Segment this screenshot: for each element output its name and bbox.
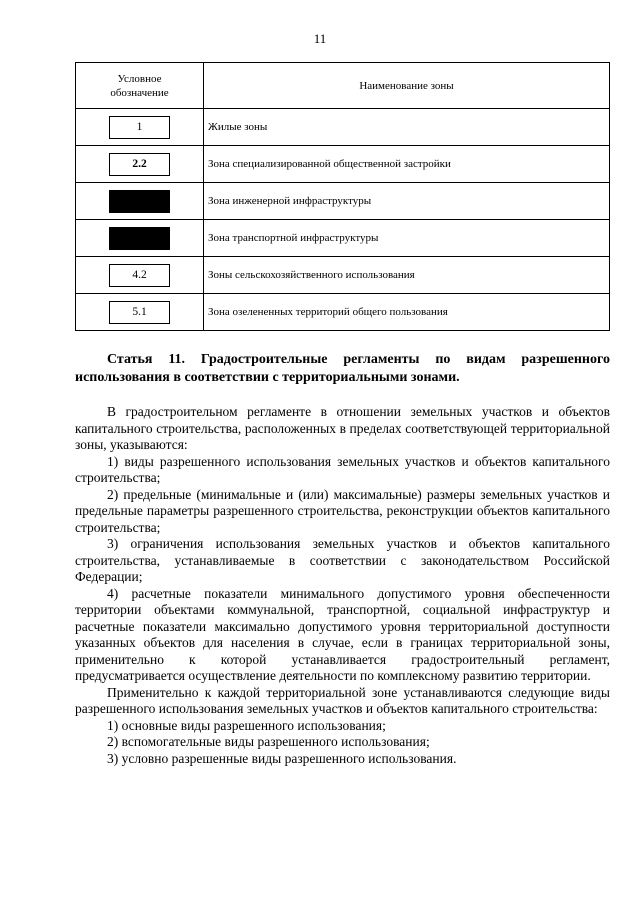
- zone-symbol-cell: [76, 183, 204, 220]
- paragraph: В градостроительном регламенте в отношении земельных участков и объектов капитального строительства, расположенных в пределах соответствующей территориальной зоны, указываются:: [75, 404, 610, 452]
- zone-symbol-cell: [76, 294, 204, 331]
- table-row: [76, 146, 610, 183]
- zone-symbol: 5.1: [109, 301, 170, 324]
- zone-symbol-cell: [76, 146, 204, 183]
- table-row: [76, 109, 610, 146]
- table-header-row: [76, 63, 610, 109]
- header-zone-name: Наименование зоны: [204, 63, 610, 109]
- table-row: [76, 220, 610, 257]
- zone-name: Зона транспортной инфраструктуры: [204, 220, 610, 257]
- zone-symbol: 2.2: [109, 153, 170, 176]
- table-row: [76, 294, 610, 331]
- paragraph: 2) предельные (минимальные и (или) максимальные) размеры земельных участков и предельные параметры разрешенного строительства, реконструкции объектов капитального строительства;: [75, 486, 610, 535]
- article-body: [75, 404, 610, 767]
- zone-symbol-cell: [76, 220, 204, 257]
- paragraph: 1) виды разрешенного использования земельных участков и объектов капитального строительства;: [75, 453, 610, 485]
- article-heading: Статья 11. Градостроительные регламенты по видам разрешенного использования в соответствии с территориальными зонами.: [75, 352, 610, 385]
- paragraph: Применительно к каждой территориальной зоне устанавливаются следующие виды разрешенного использования земельных участков и объектов капитального строительства:: [75, 684, 610, 716]
- zone-name: Зоны сельскохозяйственного использования: [204, 257, 610, 294]
- zone-symbol-cell: [76, 109, 204, 146]
- paragraph: 4) расчетные показатели минимального допустимого уровня обеспеченности территории объектами коммунальной, транспортной, социальной инфраструктур и расчетные показатели максимально допустимого уровня территориальной доступности указанных объектов для населения в случае, если в границах территориальной зоны, применительно к которой устанавливается градостроительный регламент, предусматривается осуществление деятельности по комплексному развитию территории.: [75, 585, 610, 683]
- table-row: [76, 257, 610, 294]
- zone-legend-table: [75, 62, 610, 331]
- paragraph: 2) вспомогательные виды разрешенного использования;: [107, 734, 430, 749]
- header-symbol: Условное обозначение: [76, 63, 204, 109]
- zone-name: Жилые зоны: [204, 109, 610, 146]
- page-number: 11: [313, 31, 327, 46]
- zone-name: Зона специализированной общественной застройки: [204, 146, 610, 183]
- zone-symbol-cell: [76, 257, 204, 294]
- paragraph: 3) ограничения использования земельных участков и объектов капитального строительства, устанавливаемые в соответствии с законодательством Российской Федерации;: [75, 536, 610, 584]
- zone-symbol-filled: [109, 190, 170, 213]
- zone-symbol-filled: [109, 227, 170, 250]
- zone-name: Зона инженерной инфраструктуры: [204, 183, 610, 220]
- table-row: [76, 183, 610, 220]
- zone-symbol: 1: [109, 116, 170, 139]
- paragraph: 1) основные виды разрешенного использования;: [107, 717, 386, 733]
- paragraph: 3) условно разрешенные виды разрешенного использования.: [107, 750, 457, 766]
- zone-symbol: 4.2: [109, 264, 170, 287]
- zone-name: Зона озелененных территорий общего пользования: [204, 294, 610, 331]
